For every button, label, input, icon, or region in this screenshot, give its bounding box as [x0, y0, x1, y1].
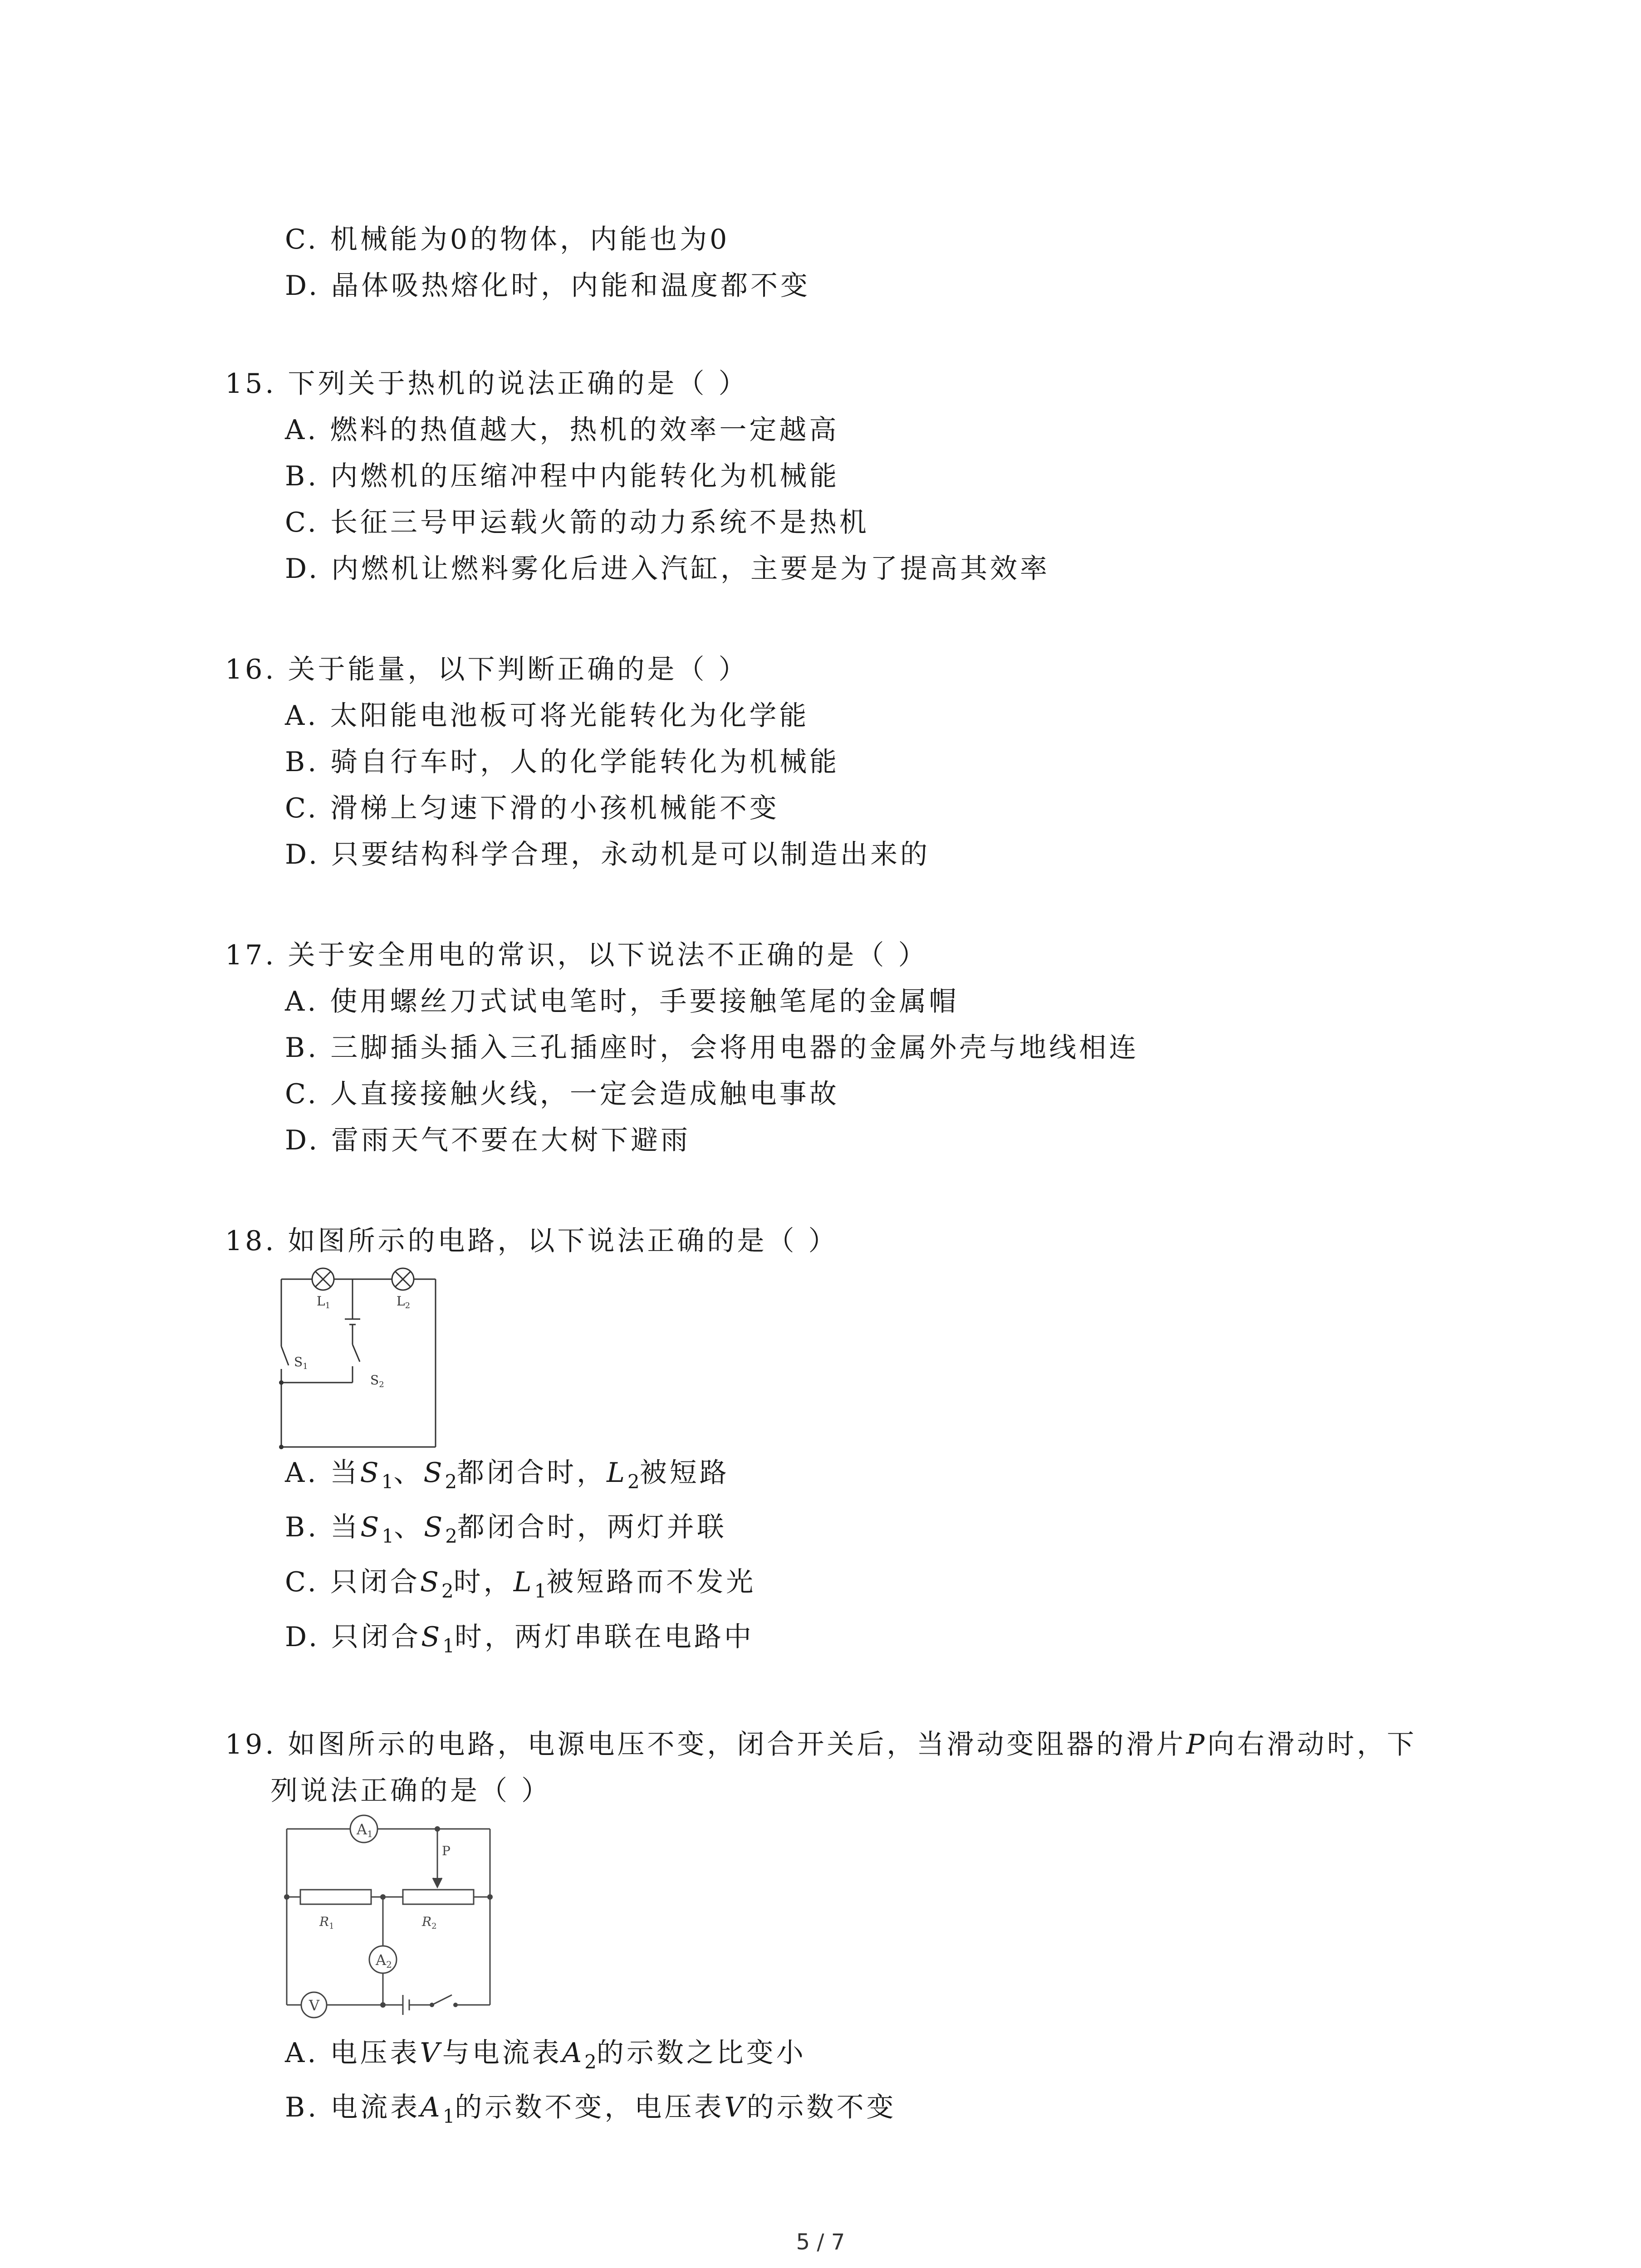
q18-option-d: D. 只闭合$S_1$时，两灯串联在电路中: [285, 1621, 754, 1657]
q19-circuit-diagram: [278, 1814, 505, 2034]
q19-stem-line2: 列说法正确的是（ ）: [270, 1775, 552, 1807]
ammeter-a2-icon: [369, 1946, 397, 1973]
q18-option-b: B. 当$S_1$、$S_2$都闭合时，两灯并联: [285, 1511, 727, 1547]
ammeter-a1-icon: [350, 1815, 377, 1843]
q16-option-c: C. 滑梯上匀速下滑的小孩机械能不变: [285, 792, 779, 824]
lamp-l2-icon: [392, 1268, 414, 1290]
q18-option-c: C. 只闭合$S_2$时，$L_1$被短路而不发光: [285, 1566, 756, 1602]
q15-option-c: C. 长征三号甲运载火箭的动力系统不是热机: [285, 507, 869, 538]
q17-option-d: D. 雷雨天气不要在大树下避雨: [285, 1124, 691, 1156]
q15-stem: 15. 下列关于热机的说法正确的是（ ）: [225, 368, 749, 400]
label-r1: $R_1$: [319, 1914, 334, 1931]
q19-option-a: A. 电压表V与电流表$A_2$的示数之比变小: [285, 2037, 806, 2073]
voltmeter-v-icon: [301, 1992, 327, 2018]
label-s1: $S_1$: [294, 1354, 308, 1371]
q19-stem: 19. 如图所示的电路，电源电压不变，闭合开关后，当滑动变阻器的滑片P向右滑动时，下: [225, 1729, 1417, 1760]
q16-stem: 16. 关于能量，以下判断正确的是（ ）: [225, 654, 749, 685]
q15-option-b: B. 内燃机的压缩冲程中内能转化为机械能: [285, 460, 840, 492]
label-l2: $L_2$: [397, 1294, 411, 1310]
label-s2: $S_2$: [370, 1373, 384, 1389]
svg-text:A1: A1: [357, 1821, 373, 1839]
q17-stem: 17. 关于安全用电的常识，以下说法不正确的是（ ）: [225, 939, 928, 971]
q17-option-a: A. 使用螺丝刀式试电笔时，手要接触笔尾的金属帽: [285, 986, 959, 1017]
q14-option-c: C. 机械能为0的物体，内能也为0: [285, 224, 730, 255]
lamp-l1-icon: [312, 1268, 334, 1290]
q19-option-b: B. 电流表$A_1$的示数不变，电压表V的示数不变: [285, 2092, 896, 2127]
q15-option-d: D. 内燃机让燃料雾化后进入汽缸，主要是为了提高其效率: [285, 553, 1050, 585]
q17-option-b: B. 三脚插头插入三孔插座时，会将用电器的金属外壳与地线相连: [285, 1032, 1139, 1064]
q14-option-d: D. 晶体吸热熔化时，内能和温度都不变: [285, 270, 811, 302]
q16-option-a: A. 太阳能电池板可将光能转化为化学能: [285, 700, 809, 732]
label-l1: $L_1$: [317, 1294, 331, 1310]
q17-option-c: C. 人直接接触火线，一定会造成触电事故: [285, 1078, 839, 1110]
q16-option-b: B. 骑自行车时，人的化学能转化为机械能: [285, 746, 840, 778]
q18-stem: 18. 如图所示的电路，以下说法正确的是（ ）: [225, 1225, 838, 1257]
q16-option-d: D. 只要结构科学合理，永动机是可以制造出来的: [285, 839, 931, 870]
page-number: 5 / 7: [796, 2229, 845, 2255]
q15-option-a: A. 燃料的热值越大，热机的效率一定越高: [285, 414, 839, 446]
q18-circuit-diagram: [278, 1266, 450, 1453]
label-slider-p: P: [442, 1843, 451, 1858]
q18-option-a: A. 当$S_1$、$S_2$都闭合时，$L_2$被短路: [285, 1457, 730, 1493]
label-r2: $R_2$: [422, 1914, 437, 1931]
svg-text:A2: A2: [376, 1951, 392, 1970]
svg-text:V: V: [309, 1997, 320, 2014]
